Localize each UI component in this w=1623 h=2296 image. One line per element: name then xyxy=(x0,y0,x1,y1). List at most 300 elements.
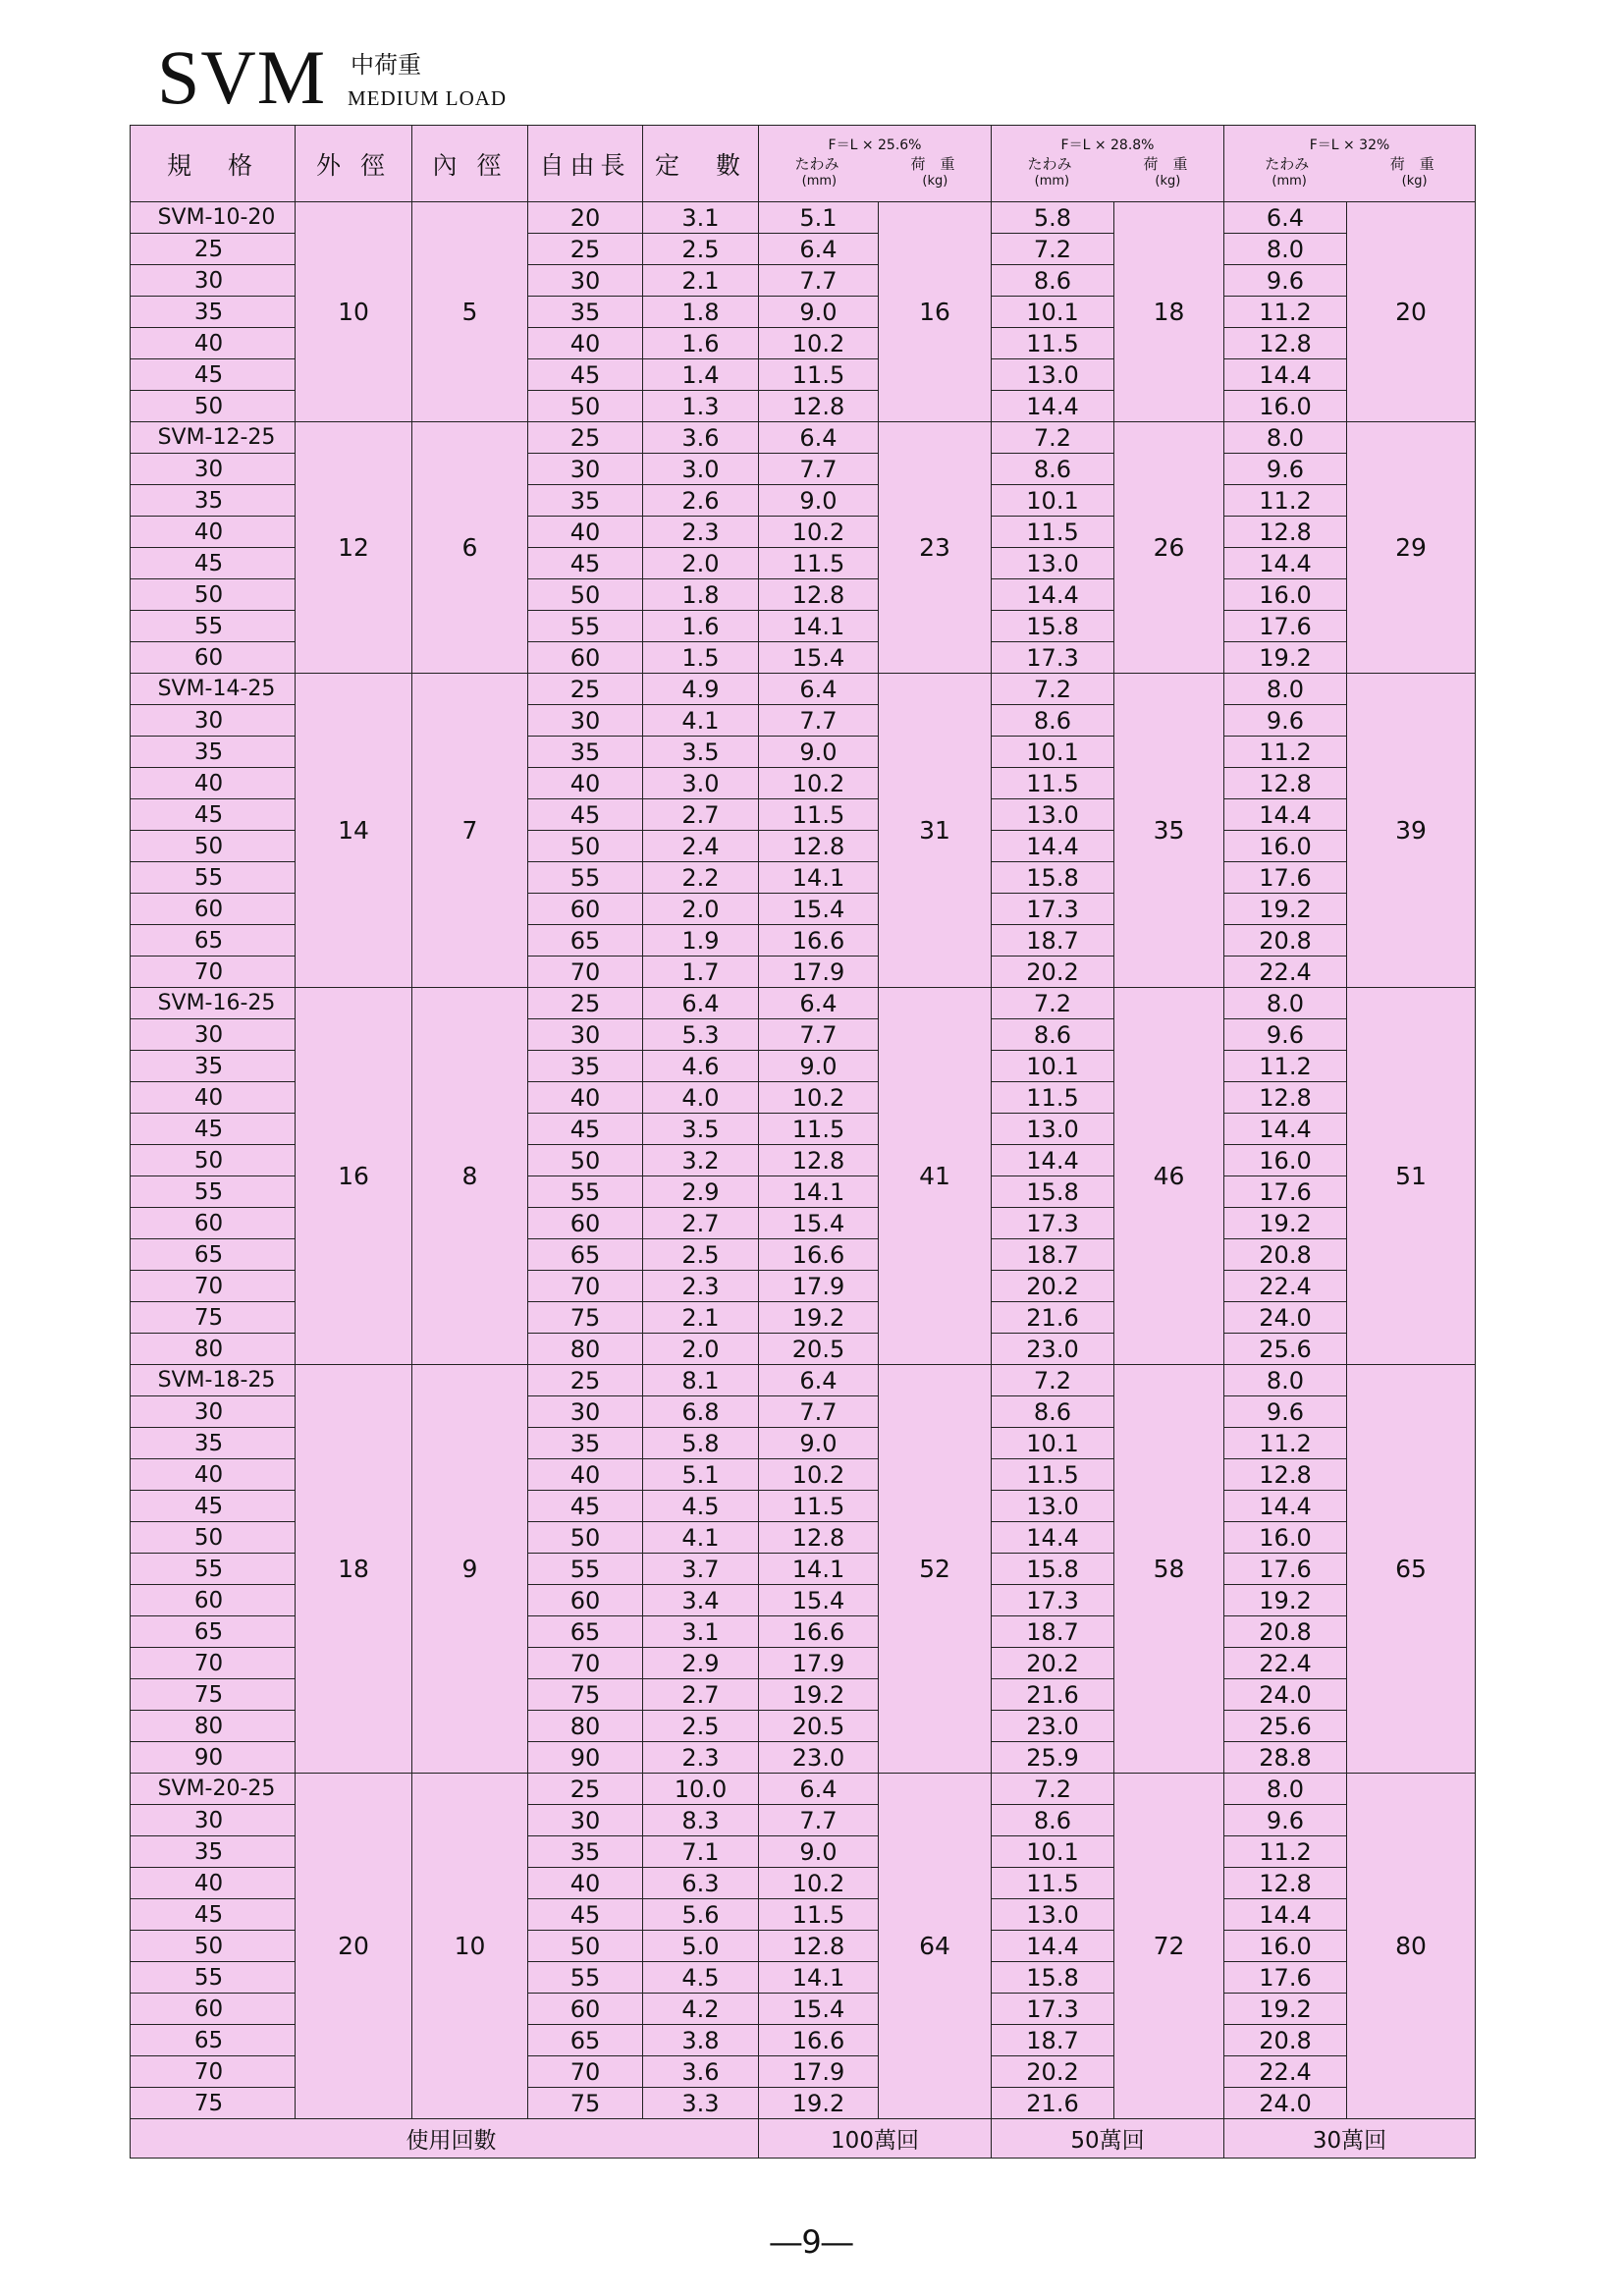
deflection-25-6: 16.6 xyxy=(759,1616,879,1648)
deflection-32: 14.4 xyxy=(1224,359,1347,391)
deflection-28-8: 17.3 xyxy=(992,642,1114,674)
length-label: 75 xyxy=(131,2088,296,2119)
deflection-25-6: 10.2 xyxy=(759,517,879,548)
free-length: 80 xyxy=(528,1711,643,1742)
deflection-32: 16.0 xyxy=(1224,579,1347,611)
free-length: 35 xyxy=(528,297,643,328)
deflection-28-8: 15.8 xyxy=(992,1962,1114,1994)
deflection-28-8: 20.2 xyxy=(992,1648,1114,1679)
length-label: 65 xyxy=(131,925,296,957)
deflection-32: 12.8 xyxy=(1224,517,1347,548)
deflection-32: 16.0 xyxy=(1224,391,1347,422)
group-title: F＝L × 28.8% xyxy=(1060,137,1155,154)
free-length: 30 xyxy=(528,1805,643,1836)
deflection-25-6: 12.8 xyxy=(759,831,879,862)
length-label: 60 xyxy=(131,894,296,925)
free-length: 75 xyxy=(528,1679,643,1711)
deflection-28-8: 14.4 xyxy=(992,831,1114,862)
deflection-28-8: 15.8 xyxy=(992,1176,1114,1208)
deflection-28-8: 23.0 xyxy=(992,1711,1114,1742)
spring-constant: 2.0 xyxy=(643,1334,759,1365)
deflection-28-8: 13.0 xyxy=(992,548,1114,579)
table-row xyxy=(131,1365,1476,1396)
deflection-28-8: 11.5 xyxy=(992,768,1114,799)
length-label: 35 xyxy=(131,485,296,517)
length-label: 50 xyxy=(131,1145,296,1176)
usage-cycles-32: 30萬回 xyxy=(1224,2119,1476,2159)
model-name: SVM-20-25 xyxy=(131,1774,296,1805)
spring-constant: 2.5 xyxy=(643,1239,759,1271)
deflection-28-8: 8.6 xyxy=(992,454,1114,485)
spring-constant: 2.7 xyxy=(643,1208,759,1239)
deflection-25-6: 7.7 xyxy=(759,1019,879,1051)
spring-constant: 6.3 xyxy=(643,1868,759,1899)
spring-constant: 4.1 xyxy=(643,1522,759,1554)
model-name: SVM-12-25 xyxy=(131,422,296,454)
spring-constant: 3.6 xyxy=(643,2056,759,2088)
load-25-6: 23 xyxy=(879,422,992,674)
deflection-32: 6.4 xyxy=(1224,202,1347,234)
length-label: 80 xyxy=(131,1334,296,1365)
deflection-28-8: 13.0 xyxy=(992,799,1114,831)
deflection-32: 11.2 xyxy=(1224,485,1347,517)
usage-cycles-row xyxy=(131,2119,1476,2159)
length-label: 55 xyxy=(131,1176,296,1208)
deflection-25-6: 17.9 xyxy=(759,957,879,988)
outer-diameter: 16 xyxy=(296,988,412,1365)
deflection-28-8: 20.2 xyxy=(992,2056,1114,2088)
spring-constant: 3.5 xyxy=(643,737,759,768)
length-label: 40 xyxy=(131,517,296,548)
spring-constant: 3.3 xyxy=(643,2088,759,2119)
deflection-25-6: 12.8 xyxy=(759,1931,879,1962)
deflection-25-6: 12.8 xyxy=(759,1145,879,1176)
table-row xyxy=(131,988,1476,1019)
free-length: 30 xyxy=(528,1396,643,1428)
load-32: 80 xyxy=(1347,1774,1476,2119)
deflection-28-8: 8.6 xyxy=(992,1019,1114,1051)
deflection-32: 17.6 xyxy=(1224,1554,1347,1585)
deflection-25-6: 7.7 xyxy=(759,265,879,297)
deflection-25-6: 12.8 xyxy=(759,391,879,422)
col-group-25-6 xyxy=(759,126,992,202)
spring-constant: 3.1 xyxy=(643,202,759,234)
length-label: 75 xyxy=(131,1302,296,1334)
spring-constant: 1.5 xyxy=(643,642,759,674)
free-length: 55 xyxy=(528,1962,643,1994)
deflection-28-8: 11.5 xyxy=(992,328,1114,359)
spring-constant: 3.4 xyxy=(643,1585,759,1616)
deflection-32: 19.2 xyxy=(1224,1208,1347,1239)
free-length: 25 xyxy=(528,674,643,705)
deflection-32: 22.4 xyxy=(1224,1648,1347,1679)
deflection-32: 16.0 xyxy=(1224,1931,1347,1962)
spring-constant: 1.9 xyxy=(643,925,759,957)
spring-constant: 5.8 xyxy=(643,1428,759,1459)
free-length: 80 xyxy=(528,1334,643,1365)
free-length: 45 xyxy=(528,548,643,579)
spring-constant: 10.0 xyxy=(643,1774,759,1805)
spring-constant: 2.4 xyxy=(643,831,759,862)
length-label: 30 xyxy=(131,1019,296,1051)
deflection-label: たわみ xyxy=(1027,154,1072,173)
length-label: 65 xyxy=(131,1616,296,1648)
deflection-28-8: 15.8 xyxy=(992,611,1114,642)
length-label: 60 xyxy=(131,1994,296,2025)
free-length: 30 xyxy=(528,265,643,297)
load-label: 荷 重 xyxy=(1143,154,1188,173)
deflection-32: 28.8 xyxy=(1224,1742,1347,1774)
deflection-32: 24.0 xyxy=(1224,1302,1347,1334)
length-label: 55 xyxy=(131,862,296,894)
length-label: 60 xyxy=(131,1208,296,1239)
length-label: 45 xyxy=(131,1491,296,1522)
free-length: 40 xyxy=(528,1459,643,1491)
model-name: SVM-14-25 xyxy=(131,674,296,705)
deflection-25-6: 15.4 xyxy=(759,1585,879,1616)
deflection-32: 8.0 xyxy=(1224,1365,1347,1396)
deflection-label: たわみ xyxy=(1265,154,1310,173)
free-length: 65 xyxy=(528,925,643,957)
deflection-32: 16.0 xyxy=(1224,1145,1347,1176)
unit-kg: (kg) xyxy=(922,173,948,189)
deflection-25-6: 11.5 xyxy=(759,1491,879,1522)
free-length: 50 xyxy=(528,391,643,422)
free-length: 35 xyxy=(528,1428,643,1459)
outer-diameter: 14 xyxy=(296,674,412,988)
free-length: 70 xyxy=(528,957,643,988)
deflection-28-8: 7.2 xyxy=(992,234,1114,265)
deflection-28-8: 7.2 xyxy=(992,1774,1114,1805)
deflection-32: 19.2 xyxy=(1224,1994,1347,2025)
free-length: 55 xyxy=(528,1554,643,1585)
deflection-25-6: 11.5 xyxy=(759,359,879,391)
spring-constant: 4.2 xyxy=(643,1994,759,2025)
col-spring-constant: 定 數 xyxy=(643,126,759,202)
deflection-32: 9.6 xyxy=(1224,454,1347,485)
deflection-25-6: 10.2 xyxy=(759,768,879,799)
length-label: 40 xyxy=(131,1459,296,1491)
deflection-25-6: 6.4 xyxy=(759,422,879,454)
deflection-25-6: 14.1 xyxy=(759,611,879,642)
col-free-length: 自由長 xyxy=(528,126,643,202)
deflection-28-8: 10.1 xyxy=(992,297,1114,328)
free-length: 65 xyxy=(528,1616,643,1648)
deflection-32: 22.4 xyxy=(1224,957,1347,988)
free-length: 30 xyxy=(528,454,643,485)
length-label: 60 xyxy=(131,1585,296,1616)
load-28-8: 72 xyxy=(1114,1774,1224,2119)
deflection-25-6: 6.4 xyxy=(759,1774,879,1805)
free-length: 25 xyxy=(528,988,643,1019)
spring-spec-table xyxy=(130,125,1476,2159)
deflection-28-8: 20.2 xyxy=(992,957,1114,988)
deflection-32: 17.6 xyxy=(1224,862,1347,894)
deflection-32: 20.8 xyxy=(1224,1616,1347,1648)
deflection-28-8: 11.5 xyxy=(992,1082,1114,1114)
free-length: 25 xyxy=(528,234,643,265)
deflection-25-6: 10.2 xyxy=(759,328,879,359)
spring-constant: 2.3 xyxy=(643,1742,759,1774)
deflection-25-6: 10.2 xyxy=(759,1868,879,1899)
deflection-32: 19.2 xyxy=(1224,642,1347,674)
deflection-25-6: 23.0 xyxy=(759,1742,879,1774)
free-length: 50 xyxy=(528,831,643,862)
deflection-25-6: 9.0 xyxy=(759,1051,879,1082)
deflection-32: 22.4 xyxy=(1224,1271,1347,1302)
free-length: 60 xyxy=(528,1208,643,1239)
deflection-label: たわみ xyxy=(794,154,839,173)
spring-constant: 1.8 xyxy=(643,297,759,328)
length-label: 40 xyxy=(131,768,296,799)
length-label: 50 xyxy=(131,391,296,422)
length-label: 50 xyxy=(131,1931,296,1962)
length-label: 45 xyxy=(131,359,296,391)
length-label: 35 xyxy=(131,1051,296,1082)
free-length: 70 xyxy=(528,1648,643,1679)
deflection-28-8: 18.7 xyxy=(992,2025,1114,2056)
length-label: 25 xyxy=(131,234,296,265)
group-title: F＝L × 25.6% xyxy=(828,137,922,154)
spring-constant: 2.9 xyxy=(643,1648,759,1679)
spring-constant: 2.2 xyxy=(643,862,759,894)
deflection-28-8: 17.3 xyxy=(992,1994,1114,2025)
deflection-25-6: 17.9 xyxy=(759,1648,879,1679)
deflection-32: 11.2 xyxy=(1224,1051,1347,1082)
deflection-28-8: 18.7 xyxy=(992,1239,1114,1271)
length-label: 55 xyxy=(131,1554,296,1585)
load-25-6: 31 xyxy=(879,674,992,988)
unit-kg: (kg) xyxy=(1155,173,1181,189)
deflection-32: 20.8 xyxy=(1224,925,1347,957)
inner-diameter: 7 xyxy=(412,674,528,988)
load-32: 51 xyxy=(1347,988,1476,1365)
deflection-28-8: 13.0 xyxy=(992,1491,1114,1522)
deflection-28-8: 15.8 xyxy=(992,1554,1114,1585)
length-label: 45 xyxy=(131,799,296,831)
deflection-32: 8.0 xyxy=(1224,674,1347,705)
load-label: 荷 重 xyxy=(1389,154,1434,173)
model-name: SVM-16-25 xyxy=(131,988,296,1019)
spring-constant: 2.6 xyxy=(643,485,759,517)
length-label: 80 xyxy=(131,1711,296,1742)
outer-diameter: 18 xyxy=(296,1365,412,1774)
deflection-32: 12.8 xyxy=(1224,1459,1347,1491)
deflection-25-6: 15.4 xyxy=(759,642,879,674)
deflection-32: 25.6 xyxy=(1224,1711,1347,1742)
spring-constant: 3.5 xyxy=(643,1114,759,1145)
length-label: 35 xyxy=(131,737,296,768)
deflection-32: 11.2 xyxy=(1224,737,1347,768)
deflection-32: 19.2 xyxy=(1224,894,1347,925)
free-length: 60 xyxy=(528,1585,643,1616)
load-32: 39 xyxy=(1347,674,1476,988)
deflection-25-6: 7.7 xyxy=(759,454,879,485)
deflection-28-8: 14.4 xyxy=(992,391,1114,422)
deflection-25-6: 11.5 xyxy=(759,548,879,579)
length-label: 55 xyxy=(131,611,296,642)
spring-constant: 2.9 xyxy=(643,1176,759,1208)
spring-constant: 3.7 xyxy=(643,1554,759,1585)
free-length: 75 xyxy=(528,1302,643,1334)
free-length: 25 xyxy=(528,422,643,454)
deflection-25-6: 10.2 xyxy=(759,1459,879,1491)
group-title: F＝L × 32% xyxy=(1309,137,1390,154)
deflection-28-8: 21.6 xyxy=(992,1679,1114,1711)
deflection-25-6: 15.4 xyxy=(759,894,879,925)
spring-constant: 3.8 xyxy=(643,2025,759,2056)
deflection-28-8: 7.2 xyxy=(992,422,1114,454)
usage-cycles-label: 使用回數 xyxy=(131,2119,759,2159)
spring-constant: 5.3 xyxy=(643,1019,759,1051)
deflection-32: 8.0 xyxy=(1224,422,1347,454)
deflection-25-6: 11.5 xyxy=(759,1899,879,1931)
deflection-28-8: 7.2 xyxy=(992,674,1114,705)
deflection-25-6: 6.4 xyxy=(759,1365,879,1396)
deflection-28-8: 21.6 xyxy=(992,2088,1114,2119)
deflection-25-6: 6.4 xyxy=(759,674,879,705)
length-label: 45 xyxy=(131,548,296,579)
free-length: 55 xyxy=(528,1176,643,1208)
deflection-32: 22.4 xyxy=(1224,2056,1347,2088)
spring-constant: 2.5 xyxy=(643,1711,759,1742)
deflection-25-6: 20.5 xyxy=(759,1711,879,1742)
deflection-28-8: 21.6 xyxy=(992,1302,1114,1334)
deflection-32: 16.0 xyxy=(1224,1522,1347,1554)
spring-constant: 3.0 xyxy=(643,454,759,485)
spring-constant: 4.5 xyxy=(643,1491,759,1522)
length-label: 50 xyxy=(131,579,296,611)
usage-cycles-28-8: 50萬回 xyxy=(992,2119,1224,2159)
deflection-32: 20.8 xyxy=(1224,1239,1347,1271)
deflection-28-8: 7.2 xyxy=(992,988,1114,1019)
free-length: 35 xyxy=(528,1836,643,1868)
inner-diameter: 5 xyxy=(412,202,528,422)
deflection-32: 9.6 xyxy=(1224,1396,1347,1428)
deflection-32: 8.0 xyxy=(1224,234,1347,265)
subtitle-japanese: 中荷重 xyxy=(351,51,421,79)
deflection-32: 9.6 xyxy=(1224,705,1347,737)
table-row xyxy=(131,1774,1476,1805)
load-32: 29 xyxy=(1347,422,1476,674)
page-number: ―9― xyxy=(770,2223,853,2261)
table-row xyxy=(131,674,1476,705)
load-25-6: 16 xyxy=(879,202,992,422)
spring-constant: 5.1 xyxy=(643,1459,759,1491)
deflection-32: 25.6 xyxy=(1224,1334,1347,1365)
free-length: 55 xyxy=(528,611,643,642)
deflection-25-6: 17.9 xyxy=(759,2056,879,2088)
load-25-6: 52 xyxy=(879,1365,992,1774)
deflection-28-8: 10.1 xyxy=(992,1428,1114,1459)
deflection-25-6: 19.2 xyxy=(759,1302,879,1334)
deflection-32: 11.2 xyxy=(1224,297,1347,328)
load-28-8: 35 xyxy=(1114,674,1224,988)
free-length: 25 xyxy=(528,1774,643,1805)
spring-constant: 4.0 xyxy=(643,1082,759,1114)
length-label: 45 xyxy=(131,1899,296,1931)
deflection-32: 11.2 xyxy=(1224,1428,1347,1459)
free-length: 40 xyxy=(528,1868,643,1899)
free-length: 50 xyxy=(528,579,643,611)
deflection-32: 9.6 xyxy=(1224,1019,1347,1051)
free-length: 65 xyxy=(528,2025,643,2056)
deflection-28-8: 14.4 xyxy=(992,1931,1114,1962)
length-label: 65 xyxy=(131,2025,296,2056)
free-length: 60 xyxy=(528,894,643,925)
load-28-8: 18 xyxy=(1114,202,1224,422)
deflection-25-6: 14.1 xyxy=(759,1176,879,1208)
deflection-32: 12.8 xyxy=(1224,1082,1347,1114)
deflection-28-8: 8.6 xyxy=(992,1805,1114,1836)
spring-constant: 2.3 xyxy=(643,1271,759,1302)
col-group-32 xyxy=(1224,126,1476,202)
free-length: 45 xyxy=(528,1114,643,1145)
spring-constant: 3.1 xyxy=(643,1616,759,1648)
deflection-25-6: 19.2 xyxy=(759,2088,879,2119)
deflection-28-8: 10.1 xyxy=(992,1051,1114,1082)
load-28-8: 58 xyxy=(1114,1365,1224,1774)
load-25-6: 41 xyxy=(879,988,992,1365)
length-label: 70 xyxy=(131,2056,296,2088)
length-label: 30 xyxy=(131,705,296,737)
free-length: 60 xyxy=(528,642,643,674)
deflection-25-6: 7.7 xyxy=(759,705,879,737)
deflection-28-8: 8.6 xyxy=(992,1396,1114,1428)
length-label: 75 xyxy=(131,1679,296,1711)
outer-diameter: 10 xyxy=(296,202,412,422)
free-length: 50 xyxy=(528,1522,643,1554)
load-label: 荷 重 xyxy=(910,154,955,173)
load-28-8: 26 xyxy=(1114,422,1224,674)
spring-constant: 1.4 xyxy=(643,359,759,391)
load-25-6: 64 xyxy=(879,1774,992,2119)
length-label: 70 xyxy=(131,1271,296,1302)
deflection-32: 14.4 xyxy=(1224,799,1347,831)
deflection-25-6: 5.1 xyxy=(759,202,879,234)
spring-constant: 7.1 xyxy=(643,1836,759,1868)
free-length: 60 xyxy=(528,1994,643,2025)
length-label: 40 xyxy=(131,1082,296,1114)
spring-constant: 4.1 xyxy=(643,705,759,737)
inner-diameter: 10 xyxy=(412,1774,528,2119)
deflection-32: 17.6 xyxy=(1224,1962,1347,1994)
usage-cycles-25-6: 100萬回 xyxy=(759,2119,992,2159)
deflection-32: 17.6 xyxy=(1224,1176,1347,1208)
deflection-28-8: 20.2 xyxy=(992,1271,1114,1302)
table-row xyxy=(131,422,1476,454)
length-label: 35 xyxy=(131,1836,296,1868)
free-length: 45 xyxy=(528,799,643,831)
spring-constant: 2.7 xyxy=(643,799,759,831)
deflection-32: 14.4 xyxy=(1224,548,1347,579)
deflection-28-8: 8.6 xyxy=(992,705,1114,737)
spring-constant: 4.9 xyxy=(643,674,759,705)
free-length: 35 xyxy=(528,1051,643,1082)
spring-constant: 4.6 xyxy=(643,1051,759,1082)
length-label: 30 xyxy=(131,454,296,485)
spring-constant: 1.6 xyxy=(643,328,759,359)
spring-constant: 8.3 xyxy=(643,1805,759,1836)
free-length: 70 xyxy=(528,1271,643,1302)
length-label: 65 xyxy=(131,1239,296,1271)
deflection-28-8: 18.7 xyxy=(992,1616,1114,1648)
free-length: 50 xyxy=(528,1931,643,1962)
spring-constant: 2.0 xyxy=(643,894,759,925)
deflection-32: 12.8 xyxy=(1224,1868,1347,1899)
length-label: 30 xyxy=(131,265,296,297)
deflection-25-6: 19.2 xyxy=(759,1679,879,1711)
